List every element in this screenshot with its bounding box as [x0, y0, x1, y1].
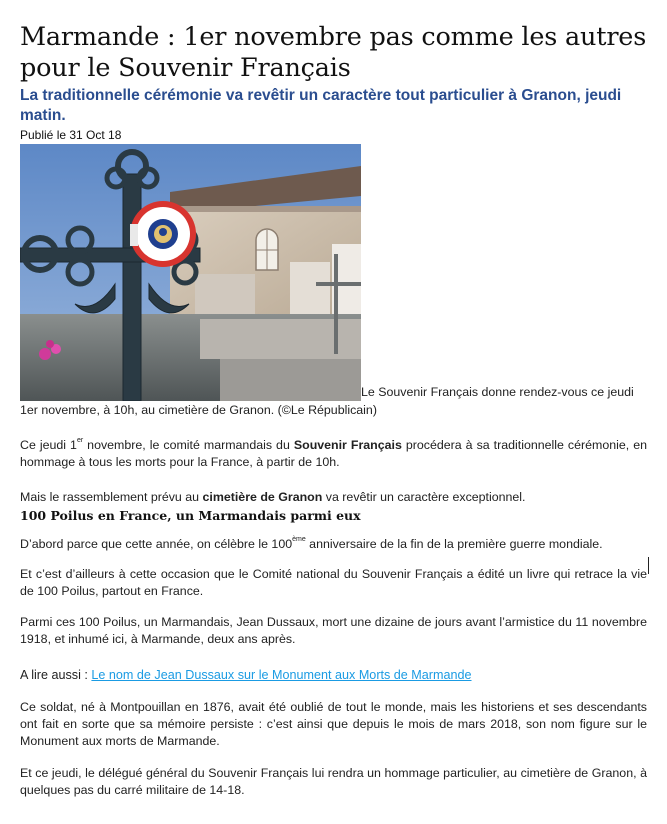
article-title: Marmande : 1er novembre pas comme les autres pour le Souvenir Français	[20, 22, 647, 83]
article-photo	[20, 144, 361, 401]
photo-caption-line1: Le Souvenir Français donne rendez-vous ce jeudi	[361, 385, 634, 399]
article	[20, 22, 647, 799]
paragraph-4: Et c’est d’ailleurs à cette occasion que le Comité national du Souvenir Français a édité un livre qui retrace la vie de 100 Poilus, partout en France.	[20, 567, 647, 598]
section-heading: 100 Poilus en France, un Marmandais parmi eux	[20, 508, 361, 523]
paragraph-2: Mais le rassemblement prévu au cimetière de Granon va revêtir un caractère exceptionnel.	[20, 490, 526, 504]
read-also-link[interactable]: Le nom de Jean Dussaux sur le Monument aux Morts de Marmande	[91, 668, 472, 682]
cemetery-name-bold: cimetière de Granon	[202, 490, 323, 504]
photo-caption-line2: 1er novembre, à 10h, au cimetière de Granon. (©Le Républicain)	[20, 403, 377, 417]
souvenir-francais-badge-icon	[130, 201, 196, 267]
paragraph-8: Et ce jeudi, le délégué général du Souvenir Français lui rendra un hommage particulier, au cimetière de Granon, à quelques pas du carré militaire de 14-18.	[20, 766, 647, 797]
paragraph-7: Ce soldat, né à Montpouillan en 1876, avait été oublié de tout le monde, mais les historiens et ses descendants ont fait en sorte que sa mémoire persiste : c’est ainsi que depuis le mois de mars 2018, son nom figure sur le Monument aux morts de Marmande.	[20, 700, 647, 748]
read-also: A lire aussi : Le nom de Jean Dussaux sur le Monument aux Morts de Marmande	[20, 668, 472, 682]
souvenir-francais-bold: Souvenir Français	[293, 438, 402, 452]
article-figure	[20, 144, 647, 420]
paragraph-5: Parmi ces 100 Poilus, un Marmandais, Jean Dussaux, mort une dizaine de jours avant l’armistice du 11 novembre 1918, et inhumé ici, à Marmande, deux ans après.	[20, 615, 647, 646]
article-subtitle: La traditionnelle cérémonie va revêtir un caractère tout particulier à Granon, jeudi matin.	[20, 87, 622, 124]
paragraph-3: D’abord parce que cette année, on célèbre le 100ème anniversaire de la fin de la première guerre mondiale.	[20, 536, 603, 551]
publish-date: Publié le 31 Oct 18	[20, 128, 122, 142]
text-cursor	[648, 557, 649, 574]
paragraph-1: Ce jeudi 1er novembre, le comité marmandais du Souvenir Français procédera à sa traditionnelle cérémonie, en hommage à tous les morts pour la France, à partir de 10h.	[20, 437, 648, 469]
